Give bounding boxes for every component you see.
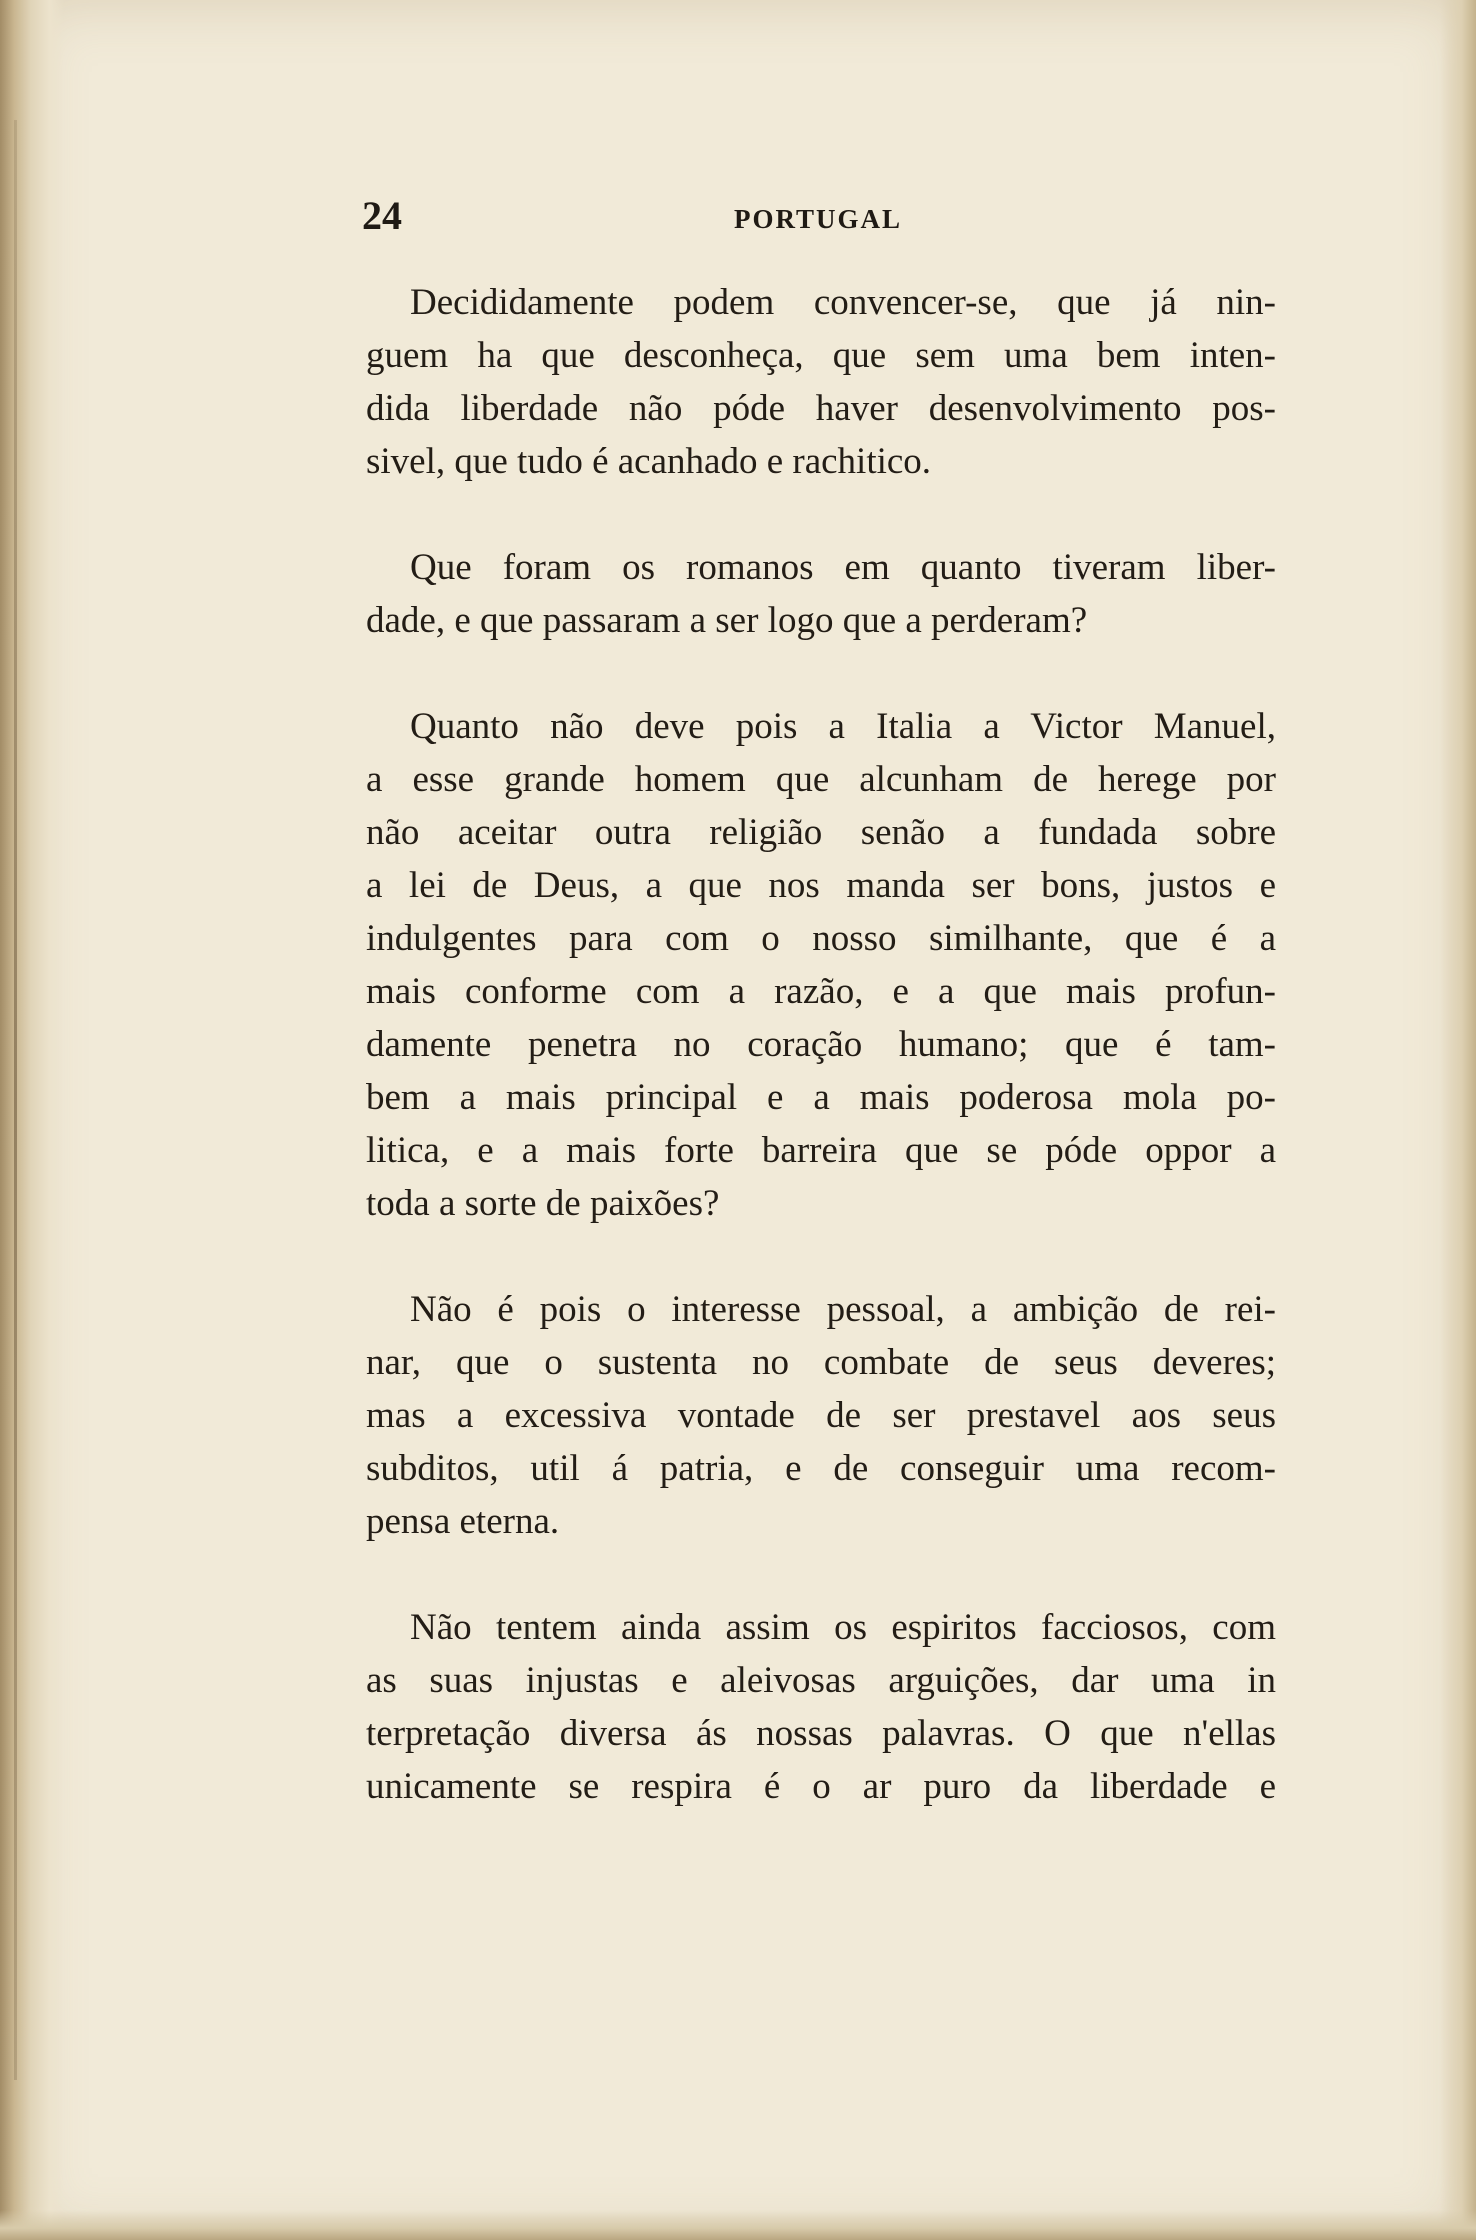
text-line: mais conforme com a razão, e a que mais profun- xyxy=(366,971,1276,1012)
binding-edge xyxy=(0,0,64,2240)
text-line: dida liberdade não póde haver desenvolvimento pos- xyxy=(366,388,1276,429)
text-line: nar, que o sustenta no combate de seus deveres; xyxy=(366,1342,1276,1383)
paragraph-4 xyxy=(366,1283,1276,1548)
text-line: toda a sorte de paixões? xyxy=(366,1183,720,1224)
text-line: subditos, util á patria, e de conseguir uma recom- xyxy=(366,1448,1276,1489)
running-head: PORTUGAL xyxy=(734,204,903,234)
paragraph-2 xyxy=(366,541,1276,647)
text-line: Quanto não deve pois a Italia a Victor Manuel, xyxy=(410,706,1276,747)
text-line: não aceitar outra religião senão a fundada sobre xyxy=(366,812,1276,853)
text-line: Que foram os romanos em quanto tiveram liber- xyxy=(410,547,1276,588)
text-line: Não tentem ainda assim os espiritos facciosos, com xyxy=(410,1607,1276,1648)
body-text xyxy=(366,276,1276,1866)
text-line: Não é pois o interesse pessoal, a ambição de rei- xyxy=(410,1289,1276,1330)
text-line: sivel, que tudo é acanhado e rachitico. xyxy=(366,441,932,482)
text-line: indulgentes para com o nosso similhante, que é a xyxy=(366,918,1276,959)
paragraph-1 xyxy=(366,276,1276,488)
text-line: unicamente se respira é o ar puro da liberdade e xyxy=(366,1766,1276,1807)
page-right-edge xyxy=(1440,0,1476,2240)
binding-shadow-line xyxy=(14,120,17,2080)
text-line: a lei de Deus, a que nos manda ser bons, justos e xyxy=(366,865,1276,906)
text-line: pensa eterna. xyxy=(366,1501,560,1542)
text-line: as suas injustas e aleivosas arguições, dar uma in xyxy=(366,1660,1276,1701)
paragraph-3 xyxy=(366,700,1276,1230)
text-line: Decididamente podem convencer-se, que já nin- xyxy=(410,282,1276,323)
page-header xyxy=(362,192,1286,242)
text-line: litica, e a mais forte barreira que se póde oppor a xyxy=(366,1130,1276,1171)
text-line: mas a excessiva vontade de ser prestavel aos seus xyxy=(366,1395,1276,1436)
page-number: 24 xyxy=(362,193,402,238)
text-line: a esse grande homem que alcunham de herege por xyxy=(366,759,1276,800)
paragraph-5 xyxy=(366,1601,1276,1813)
text-line: bem a mais principal e a mais poderosa mola po- xyxy=(366,1077,1276,1118)
text-line: guem ha que desconheça, que sem uma bem inten- xyxy=(366,335,1276,376)
text-line: dade, e que passaram a ser logo que a perderam? xyxy=(366,600,1088,641)
text-line: terpretação diversa ás nossas palavras. O que n'ellas xyxy=(366,1713,1276,1754)
text-line: damente penetra no coração humano; que é tam- xyxy=(366,1024,1276,1065)
page-bottom-edge xyxy=(0,2210,1476,2240)
